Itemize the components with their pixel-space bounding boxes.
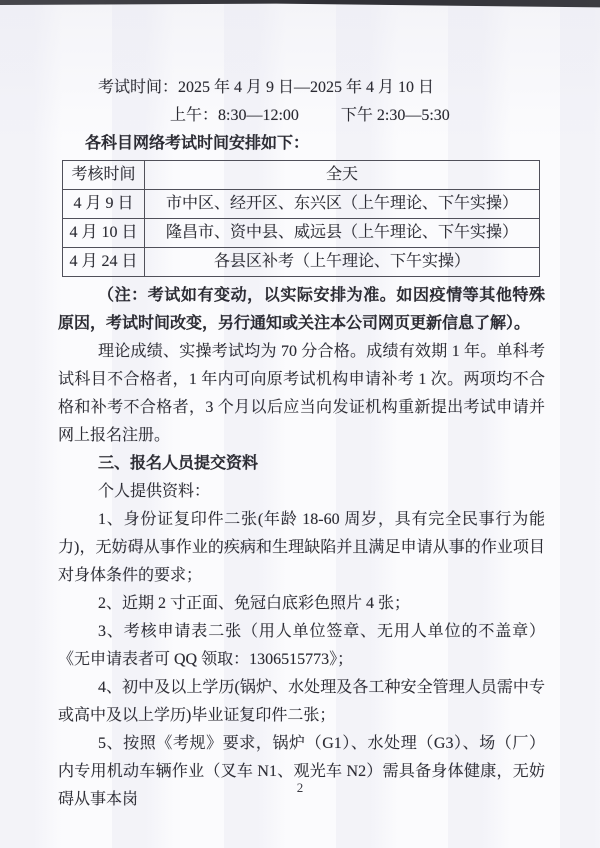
- exam-schedule-table: [62, 160, 540, 277]
- exam-time-line: 考试时间：2025 年 4 月 9 日—2025 年 4 月 10 日: [98, 79, 435, 96]
- table-row: [63, 219, 540, 248]
- table-cell-districts: 市中区、经开区、东兴区（上午理论、下午实操）: [145, 190, 540, 219]
- table-cell-date: 4 月 24 日: [63, 248, 145, 277]
- section3-heading: 三、报名人员提交资料: [98, 455, 259, 472]
- document-body: [58, 74, 545, 814]
- table-cell-date: 4 月 10 日: [63, 219, 145, 248]
- table-cell-districts: 隆昌市、资中县、威远县（上午理论、下午实操）: [145, 219, 540, 248]
- schedule-heading: 各科目网络考试时间安排如下：: [85, 135, 310, 152]
- table-header-row: [63, 161, 540, 190]
- table-cell-date: 4 月 9 日: [63, 190, 145, 219]
- material-item-1: 1、身份证复印件二张(年龄 18-60 周岁，具有完全民事行为能力)，无妨碍从事作业的疾病和生理缺陷并且满足申请从事的作业项目对身体条件的要求；: [58, 511, 545, 584]
- table-row: [63, 190, 540, 219]
- note-paragraph: （注：考试如有变动，以实际安排为准。如因疫情等其他特殊原因，考试时间改变，另行通知或关注本公司网页更新信息了解）。: [58, 287, 545, 332]
- table-cell-districts: 各县区补考（上午理论、下午实操）: [145, 248, 540, 277]
- table-header-all-day: 全天: [145, 161, 540, 190]
- table-row: [63, 248, 540, 277]
- morning-hours: 上午：8:30—12:00: [170, 107, 299, 124]
- scores-paragraph: 理论成绩、实操考试均为 70 分合格。成绩有效期 1 年。单科考试科目不合格者，1 年内可向原考试机构申请补考 1 次。两项均不合格和补考不合格者，3 个月以后应当向发证机构重新提出考试申请并网上报名注册。: [58, 343, 545, 444]
- scanner-edge-artifact: [0, 0, 600, 8]
- page-number: 2: [296, 780, 304, 795]
- material-item-3: 3、考核申请表二张（用人单位签章、无用人单位的不盖章）《无申请表者可 QQ 领取：1306515773》；: [58, 623, 545, 668]
- material-item-4: 4、初中及以上学历(锅炉、水处理及各工种安全管理人员需中专或高中及以上学历)毕业证复印件二张；: [58, 679, 545, 724]
- personal-materials-intro: 个人提供资料：: [98, 483, 211, 500]
- table-header-assessment-time: 考核时间: [63, 161, 145, 190]
- exam-hours-line: [170, 102, 545, 130]
- afternoon-hours: 下午 2:30—5:30: [340, 107, 450, 124]
- material-item-5: 5、按照《考规》要求，锅炉（G1）、水处理（G3）、场（厂）内专用机动车辆作业（叉车 N1、观光车 N2）需具备身体健康，无妨碍从事本岗: [58, 735, 545, 808]
- material-item-2: 2、近期 2 寸正面、免冠白底彩色照片 4 张；: [98, 595, 411, 612]
